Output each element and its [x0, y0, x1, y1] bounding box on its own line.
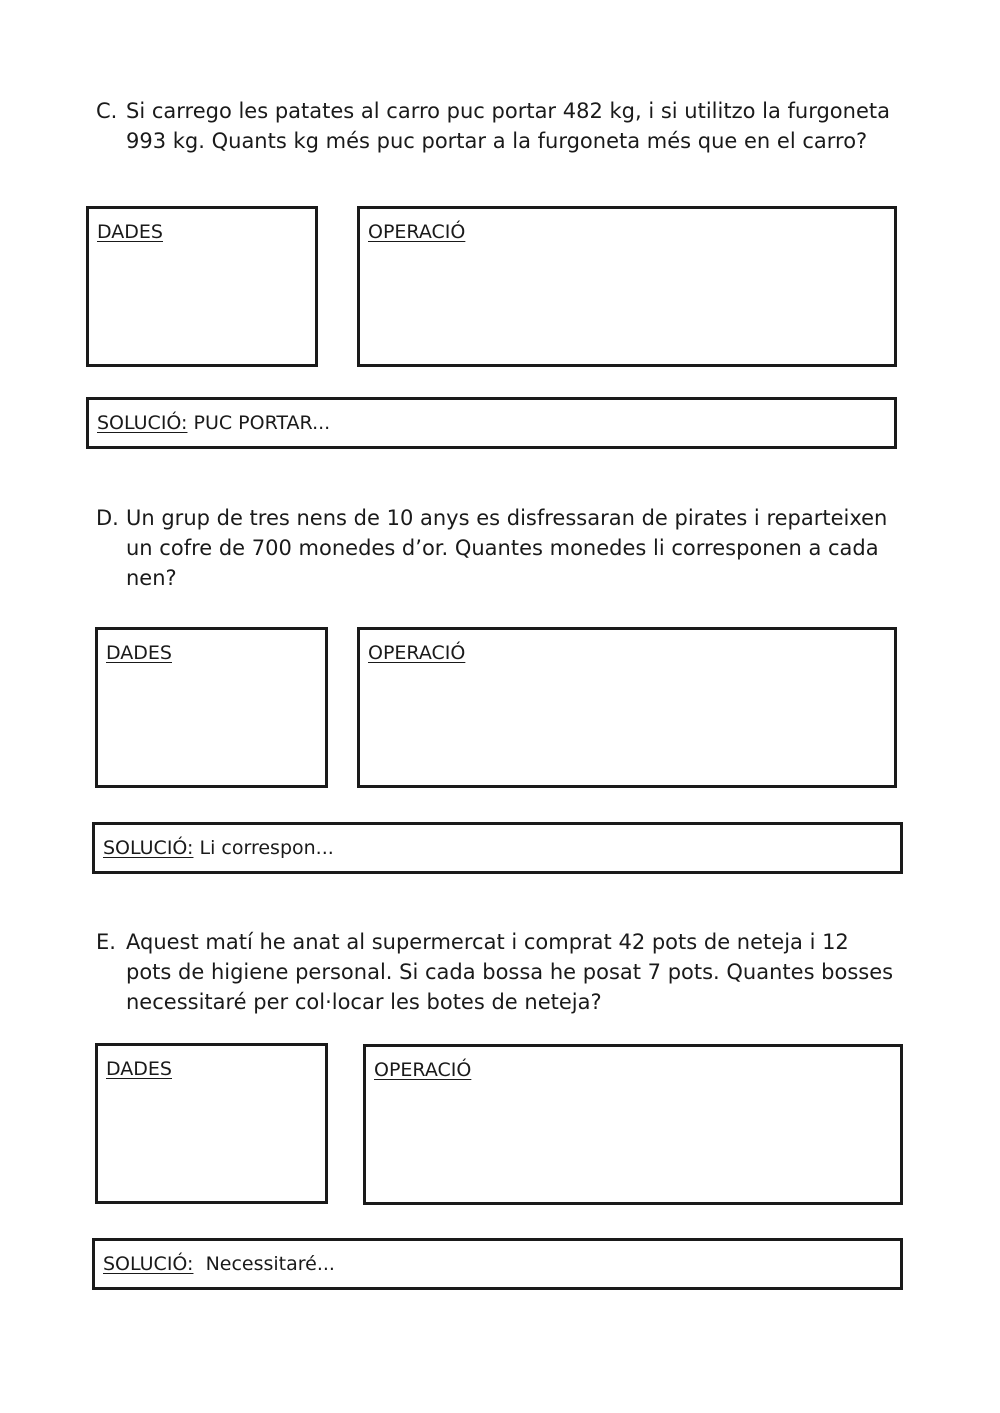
- problem-text: Aquest matí he anat al supermercat i comprat 42 pots de neteja i 12 pots de higiene personal. Si cada bossa he posat 7 pots. Quantes bosses necessitaré per col·locar les botes de neteja?: [126, 930, 894, 1014]
- operacio-label: OPERACIÓ: [368, 642, 466, 664]
- solucio-text: Necessitaré...: [205, 1253, 335, 1275]
- solucio-label: SOLUCIÓ:: [103, 837, 194, 859]
- problem-e-statement: [96, 927, 896, 1017]
- problem-e-dades-box[interactable]: [95, 1043, 328, 1204]
- problem-c-solucio-box[interactable]: [86, 397, 897, 449]
- problem-d-dades-box[interactable]: [95, 627, 328, 788]
- operacio-label: OPERACIÓ: [374, 1059, 472, 1081]
- dades-label: DADES: [106, 1058, 172, 1080]
- problem-d-statement: [96, 503, 896, 593]
- problem-e-solucio-box[interactable]: [92, 1238, 903, 1290]
- problem-letter: C.: [96, 99, 118, 123]
- problem-letter: D.: [96, 506, 119, 530]
- solucio-text: Li correspon...: [199, 837, 334, 859]
- problem-c-statement: [96, 96, 896, 156]
- problem-c-operacio-box[interactable]: [357, 206, 897, 367]
- problem-d-operacio-box[interactable]: [357, 627, 897, 788]
- solucio-label: SOLUCIÓ:: [103, 1253, 194, 1275]
- solucio-label: SOLUCIÓ:: [97, 412, 188, 434]
- problem-letter: E.: [96, 930, 116, 954]
- dades-label: DADES: [106, 642, 172, 664]
- problem-c-dades-box[interactable]: [86, 206, 318, 367]
- solucio-text: PUC PORTAR...: [193, 412, 331, 434]
- problem-text: Un grup de tres nens de 10 anys es disfressaran de pirates i reparteixen un cofre de 700 monedes d’or. Quantes monedes li corresponen a cada nen?: [126, 506, 888, 590]
- problem-text: Si carrego les patates al carro puc portar 482 kg, i si utilitzo la furgoneta 993 kg. Quants kg més puc portar a la furgoneta més que en el carro?: [126, 99, 890, 153]
- problem-e-operacio-box[interactable]: [363, 1044, 903, 1205]
- problem-d-solucio-box[interactable]: [92, 822, 903, 874]
- operacio-label: OPERACIÓ: [368, 221, 466, 243]
- dades-label: DADES: [97, 221, 163, 243]
